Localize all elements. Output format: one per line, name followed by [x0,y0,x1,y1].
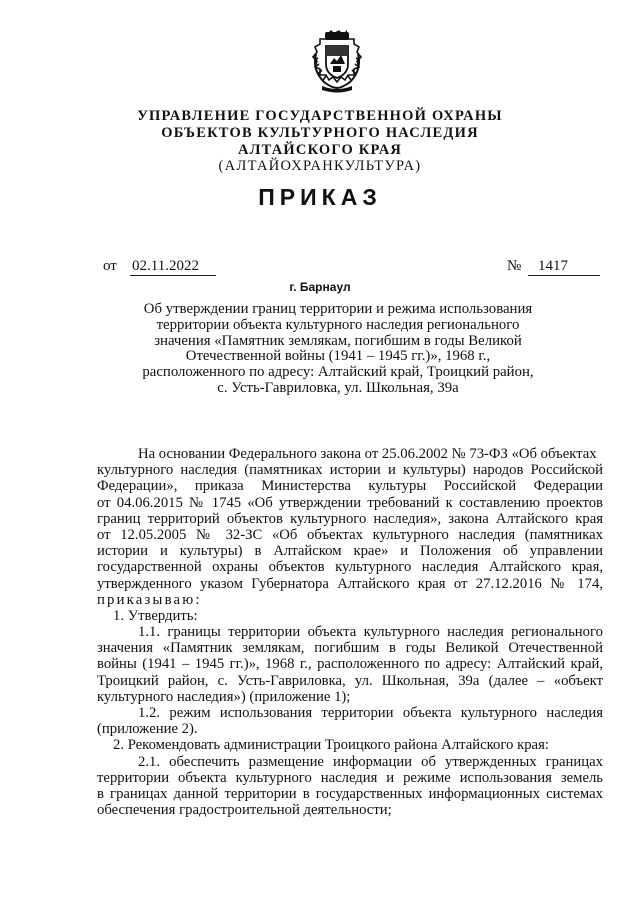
body-line: культурного наследия») (приложение 1); [97,688,351,705]
body-line: от 04.06.2015 № 1745 «Об утверждении требований к составлению проектов [97,494,603,511]
body-line: (приложение 2). [97,721,198,738]
title-line: значения «Памятник землякам, погибшим в годы Великой [154,332,522,349]
agency-short-name: (АЛТАЙОХРАНКУЛЬТУРА) [218,158,422,174]
agency-name-line-2: ОБЪЕКТОВ КУЛЬТУРНОГО НАСЛЕДИЯ [161,125,479,141]
agency-name-line-3: АЛТАЙСКОГО КРАЯ [237,142,403,158]
body-line: 1. Утвердить: [113,607,198,624]
body-line: Троицкий район, с. Усть-Гавриловка, ул. Школьная, 39а (далее – «объект [97,672,603,689]
title-line: Об утверждении границ территории и режима использования [143,301,533,317]
date-prefix: от [103,258,117,274]
order-body [97,446,603,818]
agency-name-line-1: УПРАВЛЕНИЕ ГОСУДАРСТВЕННОЙ ОХРАНЫ [137,108,503,124]
body-line: Федерации», приказа Министерства культуры Российской Федерации [97,478,603,495]
body-line: войны (1941 – 1945 гг.)», 1968 г., расположенного по адресу: Алтайский край, [97,656,603,673]
body-line: На основании Федерального закона от 25.06.2002 № 73-ФЗ «Об объектах [138,446,597,462]
order-number: 1417 [528,258,600,276]
body-line: значения «Памятник землякам, погибшим в годы Великой Отечественной [97,640,603,657]
body-line: обеспечения градостроительной деятельности; [97,802,392,819]
body-line: 1.2. режим использования территории объекта культурного наследия [138,705,603,721]
body-line: государственной охраны объектов культурного наследия Алтайского края, [97,559,603,576]
title-line: Отечественной войны (1941 – 1945 гг.)», 1968 г., [185,348,491,365]
body-line: 2. Рекомендовать администрации Троицкого района Алтайского края: [113,737,549,754]
body-line: от 12.05.2005 № 32-ЗС «Об объектах культурного наследия (памятниках [97,526,603,543]
title-line: с. Усть-Гавриловка, ул. Школьная, 39а [217,379,459,396]
title-line: расположенного по адресу: Алтайский край, Троицкий район, [142,364,534,381]
body-line: в границах данной территории в государственных информационных системах [97,785,603,802]
number-prefix: № [507,258,522,274]
body-line: приказываю: [97,591,202,608]
title-line: территории объекта культурного наследия регионального [156,316,520,333]
document-type-heading: ПРИКАЗ [258,184,382,210]
order-title [100,302,576,397]
body-line: утвержденного указом Губернатора Алтайского края от 27.12.2016 № 174, [97,575,603,592]
city-name: г. Барнаул [289,280,351,294]
body-line: истории и культуры) в Алтайском крае» и Положения об управлении [97,543,603,560]
body-line: культурного наследия (памятниках истории и культуры) народов Российской [97,462,603,479]
body-line: 2.1. обеспечить размещение информации об утвержденных границах [138,753,603,770]
body-line: границ территорий объектов культурного наследия», закона Алтайского края [97,510,603,527]
coat-of-arms-emblem [308,30,366,94]
body-line: 1.1. границы территории объекта культурного наследия регионального [138,624,603,641]
body-line: территории объекта культурного наследия и режиме использования земель [97,769,603,786]
order-date: 02.11.2022 [130,258,216,276]
